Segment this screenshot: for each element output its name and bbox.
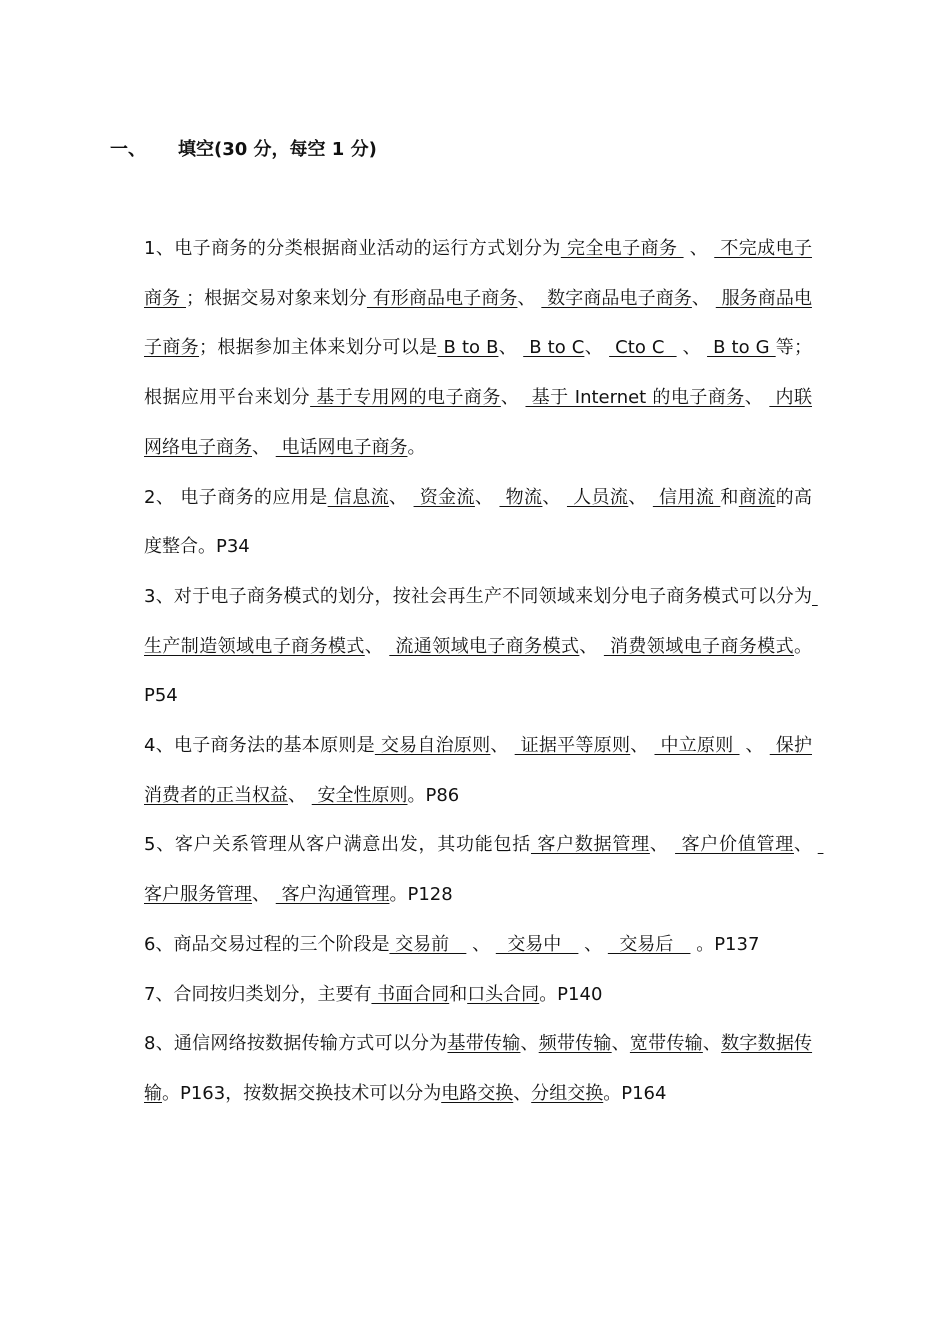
answer-blank: 交易自治原则 <box>374 735 491 757</box>
answer-blank: B to C <box>523 337 585 359</box>
question-item <box>144 572 818 721</box>
answer-blank: 数字数据传输 <box>144 1033 813 1104</box>
answer-blank: 资金流 <box>413 486 475 508</box>
question-text: 3、对于电子商务模式的划分，按社会再生产不同领域来划分电子商务模式可以分为 <box>144 585 812 607</box>
question-text: ；根据参加主体来划分可以是 <box>199 337 438 359</box>
question-text: 、 <box>517 287 542 309</box>
answer-blank: 电话网电子商务 <box>275 436 408 458</box>
question-text: 、 <box>474 486 500 508</box>
answer-blank: 客户沟通管理 <box>275 884 390 906</box>
answer-blank: 中立原则 <box>654 735 740 757</box>
answer-blank: 电路交换 <box>441 1082 514 1104</box>
section-number: 一、 <box>110 139 146 160</box>
answer-blank: 服务商品电子商务 <box>144 287 812 359</box>
answer-blank: 生产制造领域电子商务模式 <box>144 585 818 657</box>
answer-blank: B to G <box>707 337 776 359</box>
question-text: 6、商品交易过程的三个阶段是 <box>144 933 390 955</box>
question-text: 、 <box>649 834 676 856</box>
question-item <box>144 473 812 572</box>
question-item <box>144 820 824 919</box>
question-text: 7、合同按归类划分，主要有 <box>144 983 372 1005</box>
question-text: 、 <box>520 1033 539 1055</box>
question-text: 、 <box>466 933 496 955</box>
question-text: 。P163，按数据交换技术可以分为 <box>162 1082 442 1104</box>
answer-blank: 基于专用网的电子商务 <box>310 387 501 409</box>
answer-blank: 分组交换 <box>531 1082 604 1104</box>
question-text: 和 <box>720 486 739 508</box>
question-text: 。P54 <box>144 635 812 707</box>
question-text: 、 <box>611 1033 630 1055</box>
question-text: 。P128 <box>389 884 453 906</box>
answer-blank: 客户价值管理 <box>675 834 794 856</box>
question-text: 1、电子商务的分类根据商业活动的运行方式划分为 <box>144 238 561 259</box>
question-text: 。P140 <box>539 983 603 1005</box>
question-text: 。P86 <box>407 784 460 806</box>
question-text: 的高度整合。P34 <box>144 486 813 558</box>
answer-blank: 基带传输 <box>447 1033 521 1055</box>
question-item <box>144 224 812 473</box>
question-text: 、 <box>676 337 708 359</box>
answer-blank: 频带传输 <box>538 1033 612 1055</box>
question-text: 、 <box>691 287 716 309</box>
question-text: 、 <box>490 735 515 757</box>
question-text: 。 <box>407 436 426 458</box>
answer-blank: 内联网络电子商务 <box>144 387 812 458</box>
question-text: 和 <box>449 983 468 1005</box>
question-text: 8、通信网络按数据传输方式可以分为 <box>144 1033 448 1055</box>
section-heading <box>110 136 377 164</box>
question-text: ；根据交易对象来划分 <box>186 287 367 309</box>
answer-blank: 流通领域电子商务模式 <box>389 635 580 657</box>
question-item <box>144 920 812 970</box>
question-text: 、 <box>252 436 276 458</box>
answer-blank: 物流 <box>499 486 543 508</box>
answer-blank: 商流 <box>738 486 776 508</box>
question-text: 、 <box>542 486 567 508</box>
question-text: 2、 电子商务的应用是 <box>144 486 328 508</box>
answer-blank: 有形商品电子商务 <box>366 287 518 309</box>
question-text: 4、电子商务法的基本原则是 <box>144 735 375 757</box>
question-text: 。P137 <box>690 933 760 955</box>
question-text: 、 <box>584 337 610 359</box>
question-text: 、 <box>683 238 715 259</box>
answer-blank: 完全电子商务 <box>560 238 684 259</box>
question-text: 、 <box>579 635 604 657</box>
question-text: 、 <box>389 486 414 508</box>
answer-blank: 客户数据管理 <box>530 834 650 856</box>
question-text: 、 <box>793 834 818 856</box>
answer-blank: Cto C <box>609 337 677 359</box>
answer-blank: 不完成电子商务 <box>144 238 812 309</box>
answer-blank: 消费领域电子商务模式 <box>603 635 794 657</box>
question-text: 、 <box>630 735 655 757</box>
answer-blank: 基于 Internet 的电子商务 <box>525 387 745 409</box>
answer-blank: 保护消费者的正当权益 <box>144 735 812 806</box>
question-text: 等；根据应用平台来划分 <box>144 337 813 409</box>
answer-blank: 数字商品电子商务 <box>541 287 692 309</box>
question-text: 、 <box>744 387 770 409</box>
answer-blank: 信用流 <box>652 486 721 508</box>
question-item <box>144 1019 812 1118</box>
answer-blank: 信息流 <box>327 486 390 508</box>
section-title: 填空(30 分，每空 1 分) <box>178 139 377 160</box>
question-item <box>144 970 812 1020</box>
question-text: 、 <box>578 933 608 955</box>
question-item <box>144 721 812 820</box>
answer-blank: 人员流 <box>566 486 629 508</box>
question-text: 、 <box>364 635 390 657</box>
question-text: 。P164 <box>603 1082 667 1104</box>
question-text: 、 <box>288 784 312 806</box>
answer-blank: 证据平等原则 <box>514 735 631 757</box>
answer-blank: 交易后 <box>607 933 691 955</box>
question-text: 、 <box>513 1082 532 1104</box>
question-text: 、 <box>739 735 770 757</box>
answer-blank: B to B <box>437 337 499 359</box>
answer-blank: 安全性原则 <box>311 784 408 806</box>
question-text: 、 <box>702 1033 722 1055</box>
question-text: 5、客户关系管理从客户满意出发，其功能包括 <box>144 834 531 856</box>
answer-blank: 口头合同 <box>467 983 540 1005</box>
answer-blank: 交易中 <box>495 933 579 955</box>
question-text: 、 <box>628 486 653 508</box>
answer-blank: 交易前 <box>389 933 467 955</box>
question-text: 、 <box>500 387 526 409</box>
answer-blank: 书面合同 <box>371 983 450 1005</box>
answer-blank: 客户服务管理 <box>144 834 824 906</box>
question-text: 、 <box>252 884 276 906</box>
question-list <box>144 224 824 1119</box>
answer-blank: 宽带传输 <box>629 1033 703 1055</box>
question-text: 、 <box>498 337 524 359</box>
